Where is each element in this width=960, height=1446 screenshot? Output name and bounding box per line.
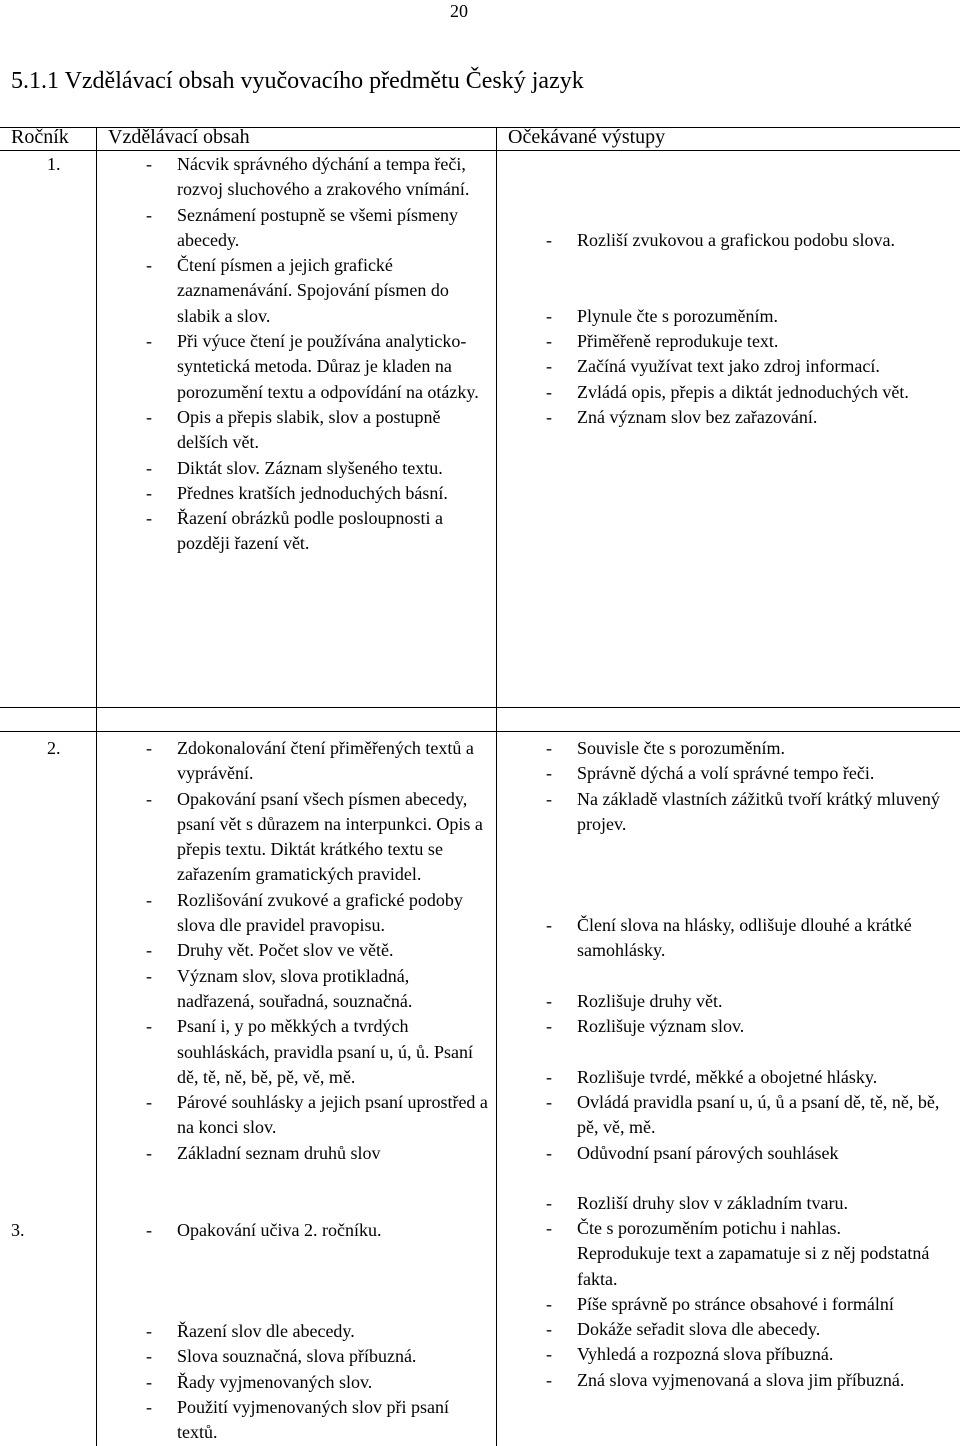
list-item: - Začíná využívat text jako zdroj informací. xyxy=(543,354,953,379)
list-item: - Seznámení postupně se všemi písmeny abecedy. xyxy=(143,203,488,254)
grade-label: 3. xyxy=(11,1220,25,1240)
list-item: - Řady vyjmenovaných slov. xyxy=(143,1370,488,1395)
list-item: - Zná slova vyjmenovaná a slova jim příbuzná. xyxy=(543,1368,953,1393)
content-list xyxy=(143,1218,488,1446)
content-list xyxy=(143,152,488,557)
list-item: - Rozliší zvukovou a grafickou podobu slova. xyxy=(543,228,953,253)
page-number: 20 xyxy=(450,1,468,21)
outcomes-list xyxy=(543,228,953,430)
header-rule xyxy=(0,150,960,151)
list-item: - Vyhledá a rozpozná slova příbuzná. xyxy=(543,1342,953,1367)
list-item: - Přednes kratších jednoduchých básní. xyxy=(143,481,488,506)
list-item: - Základní seznam druhů slov xyxy=(143,1141,488,1166)
list-item: - Zdokonalování čtení přiměřených textů a vyprávění. xyxy=(143,736,488,787)
list-item: - Párové souhlásky a jejich psaní uprostřed a na konci slov. xyxy=(143,1090,488,1141)
list-item: - Druhy vět. Počet slov ve větě. xyxy=(143,938,488,963)
list-item: - Opakování učiva 2. ročníku. xyxy=(143,1218,488,1243)
list-item: - Odůvodní psaní párových souhlásek xyxy=(543,1141,953,1166)
list-item: - Slova souznačná, slova příbuzná. xyxy=(143,1344,488,1369)
list-item: - Ovládá pravidla psaní u, ú, ů a psaní dě, tě, ně, bě, pě, vě, mě. xyxy=(543,1090,953,1141)
outcomes-list xyxy=(543,1216,953,1393)
header-outcomes: Očekávané výstupy xyxy=(508,126,666,148)
row-rule xyxy=(0,731,960,732)
list-item: - Píše správně po stránce obsahové i formální xyxy=(543,1292,953,1317)
list-item: - Dokáže seřadit slova dle abecedy. xyxy=(543,1317,953,1342)
list-item: - Souvisle čte s porozuměním. xyxy=(543,736,953,761)
list-item: - Člení slova na hlásky, odlišuje dlouhé a krátké samohlásky. xyxy=(543,913,953,964)
list-item: - Psaní i, y po měkkých a tvrdých souhláskách, pravidla psaní u, ú, ů. Psaní dě, tě, ně, bě, pě, vě, mě. xyxy=(143,1014,488,1090)
list-item: - Při výuce čtení je používána analyticko-syntetická metoda. Důraz je kladen na porozumění textu a odpovídání na otázky. xyxy=(143,329,488,405)
row-rule xyxy=(0,707,960,708)
list-item: - Plynule čte s porozuměním. xyxy=(543,304,953,329)
list-item: - Správně dýchá a volí správné tempo řeči. xyxy=(543,761,953,786)
section-title: 5.1.1 Vzdělávací obsah vyučovacího předmětu Český jazyk xyxy=(11,68,584,94)
list-item: - Na základě vlastních zážitků tvoří krátký mluvený projev. xyxy=(543,787,953,838)
list-item: - Řazení obrázků podle posloupnosti a později řazení vět. xyxy=(143,506,488,557)
content-list xyxy=(143,736,488,1166)
list-item: - Použití vyjmenovaných slov při psaní textů. xyxy=(143,1395,488,1446)
column-rule xyxy=(96,127,97,1446)
list-item: - Rozlišování zvukové a grafické podoby slova dle pravidel pravopisu. xyxy=(143,888,488,939)
list-item: - Přiměřeně reprodukuje text. xyxy=(543,329,953,354)
list-item: - Nácvik správného dýchání a tempa řeči, rozvoj sluchového a zrakového vnímání. xyxy=(143,152,488,203)
list-item: - Čtení písmen a jejich grafické zaznamenávání. Spojování písmen do slabik a slov. xyxy=(143,253,488,329)
list-item: - Význam slov, slova protikladná, nadřazená, souřadná, souznačná. xyxy=(143,964,488,1015)
list-item: - Řazení slov dle abecedy. xyxy=(143,1319,488,1344)
grade-label: 1. xyxy=(47,154,61,174)
list-item: - Rozlišuje druhy vět. xyxy=(543,989,953,1014)
list-item: - Zná význam slov bez zařazování. xyxy=(543,405,953,430)
list-item: - Zvládá opis, přepis a diktát jednoduchých vět. xyxy=(543,380,953,405)
list-item: - Rozliší druhy slov v základním tvaru. xyxy=(543,1191,953,1216)
column-rule xyxy=(496,127,497,1446)
list-item: Reprodukuje text a zapamatuje si z něj podstatná fakta. xyxy=(577,1243,930,1289)
list-item: - Opis a přepis slabik, slov a postupně delších vět. xyxy=(143,405,488,456)
list-item: - Rozlišuje tvrdé, měkké a obojetné hlásky. xyxy=(543,1065,953,1090)
grade-label: 2. xyxy=(47,738,61,758)
header-grade: Ročník xyxy=(11,126,69,148)
outcomes-list xyxy=(543,736,953,1217)
list-item: - Čte s porozuměním potichu i nahlas. xyxy=(543,1216,953,1241)
list-item: - Opakování psaní všech písmen abecedy, psaní vět s důrazem na interpunkci. Opis a přepis textu. Diktát krátkého textu se zařazením gramatických pravidel. xyxy=(143,787,488,888)
header-content: Vzdělávací obsah xyxy=(108,126,250,148)
list-item: - Diktát slov. Záznam slyšeného textu. xyxy=(143,456,488,481)
list-item: - Rozlišuje význam slov. xyxy=(543,1014,953,1039)
